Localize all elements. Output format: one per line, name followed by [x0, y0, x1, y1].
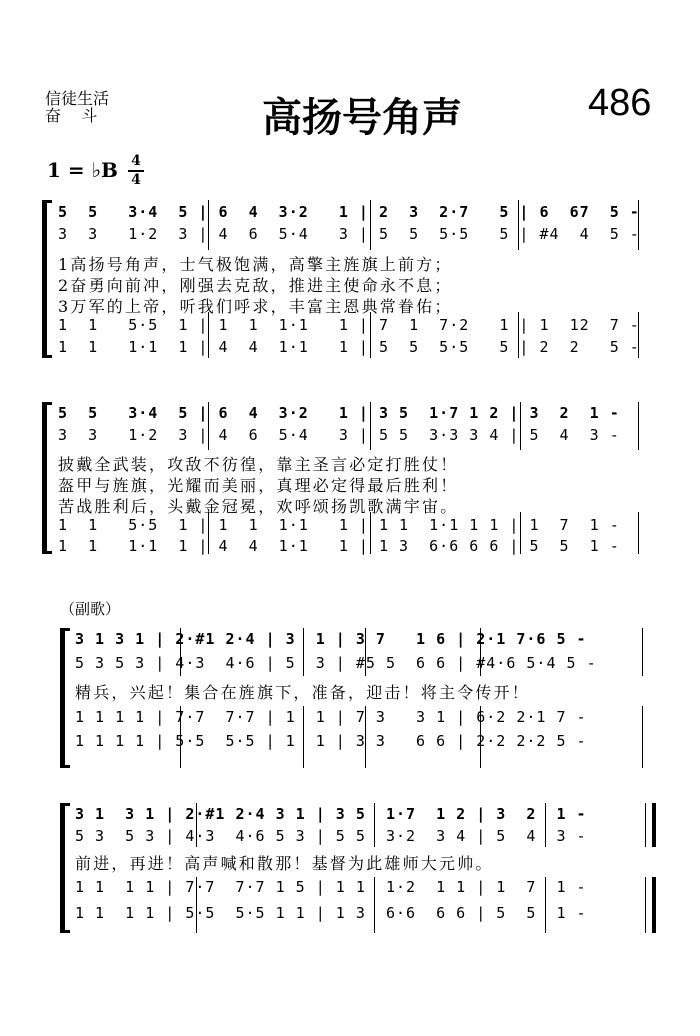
lyric-verse-1: 披戴全武装，攻敌不彷徨，靠主圣言必定打胜仗！ [58, 455, 459, 474]
bar-line [645, 877, 646, 933]
system-bracket [42, 402, 47, 554]
bar-line [638, 512, 639, 554]
category-line-1: 信徒生活 [45, 89, 110, 108]
bass-line: 1 1 1 1 | 5·5 5·5 1 1 | 1 3 6·6 6 6 | 5 5 1 - [75, 904, 587, 922]
tenor-line: 1 1 1 1 | 7·7 7·7 1 5 | 1 1 1·2 1 1 | 1 7 1 - [75, 878, 587, 896]
lyric-verse-2: 盔甲与旌旗，光耀而美丽，真理必定得最后胜利！ [58, 476, 459, 495]
system-bracket [42, 200, 47, 358]
bass-line: 1 1 1·1 1 | 4 4 1·1 1 | 1 3 6·6 6 6 | 5 5 1 - [58, 537, 620, 555]
hymn-title: 高扬号角声 [262, 95, 462, 141]
lyric-refrain: 精兵，兴起！集合在旌旗下，准备，迎击！将主令传开！ [75, 683, 531, 702]
lyric-verse-3: 3万军的上帝，听我们呼求，丰富主恩典常眷佑； [58, 297, 453, 316]
tenor-line: 1 1 1 1 | 7·7 7·7 | 1 1 | 7 3 3 1 | 6·2 2·1 7 - [75, 708, 587, 726]
category-label [45, 90, 109, 124]
final-bar-line [652, 877, 656, 933]
bar-line [638, 402, 639, 450]
meter-bottom: 4 [131, 172, 141, 188]
alto-line: 3 3 1·2 3 | 4 6 5·4 3 | 5 5 3·3 3 4 | 5 4 3 - [58, 426, 620, 444]
hymn-number: 486 [588, 82, 652, 124]
bass-line: 1 1 1·1 1 | 4 4 1·1 1 | 5 5 5·5 5 | 2 2 5 - [58, 338, 640, 356]
lyric-refrain: 前进，再进！高声喊和散那！基督为此雄师大元帅。 [75, 854, 494, 873]
soprano-line: 5 5 3·4 5 | 6 4 3·2 1 | 2 3 2·7 5 | 6 67 5 - [58, 203, 640, 221]
soprano-line: 5 5 3·4 5 | 6 4 3·2 1 | 3 5 1·7 1 2 | 3 2 1 - [58, 404, 620, 422]
system-bracket [60, 803, 65, 933]
refrain-label: （副歌） [60, 600, 121, 618]
bar-line [642, 706, 643, 768]
lyric-verse-3: 苦战胜利后，头戴金冠冕，欢呼颂扬凯歌满宇宙。 [58, 497, 459, 516]
meter-top: 4 [131, 153, 141, 169]
lyric-verse-1: 1高扬号角声，士气极饱满，高擎主旌旗上前方； [58, 255, 453, 274]
category-line-2: 奋 斗 [45, 106, 98, 125]
bar-line [642, 628, 643, 676]
tenor-line: 1 1 5·5 1 | 1 1 1·1 1 | 7 1 7·2 1 | 1 12 7 - [58, 316, 640, 334]
alto-line: 5 3 5 3 | 4·3 4·6 | 5 3 | #5 5 6 6 | #4·6 5·4 5 - [75, 654, 597, 672]
final-bar-line [652, 803, 656, 847]
soprano-line: 3 1 3 1 | 2·#1 2·4 | 3 1 | 3 7 1 6 | 2·1 7·6 5 - [75, 630, 587, 648]
tenor-line: 1 1 5·5 1 | 1 1 1·1 1 | 1 1 1·1 1 1 | 1 7 1 - [58, 516, 620, 534]
alto-line: 5 3 5 3 | 4·3 4·6 5 3 | 5 5 3·2 3 4 | 5 4 3 - [75, 827, 587, 845]
lyric-verse-2: 2奋勇向前冲，刚强去克敌，推进主使命永不息； [58, 276, 453, 295]
system-bracket [60, 628, 65, 768]
time-signature [128, 154, 144, 188]
alto-line: 3 3 1·2 3 | 4 6 5·4 3 | 5 5 5·5 5 | #4 4 5 - [58, 225, 640, 243]
key-signature: 1 = ♭B [47, 158, 118, 182]
bar-line [645, 803, 646, 847]
bass-line: 1 1 1 1 | 5·5 5·5 | 1 1 | 3 3 6 6 | 2·2 2·2 5 - [75, 732, 587, 750]
soprano-line: 3 1 3 1 | 2·#1 2·4 3 1 | 3 5 1·7 1 2 | 3 2 1 - [75, 805, 587, 823]
